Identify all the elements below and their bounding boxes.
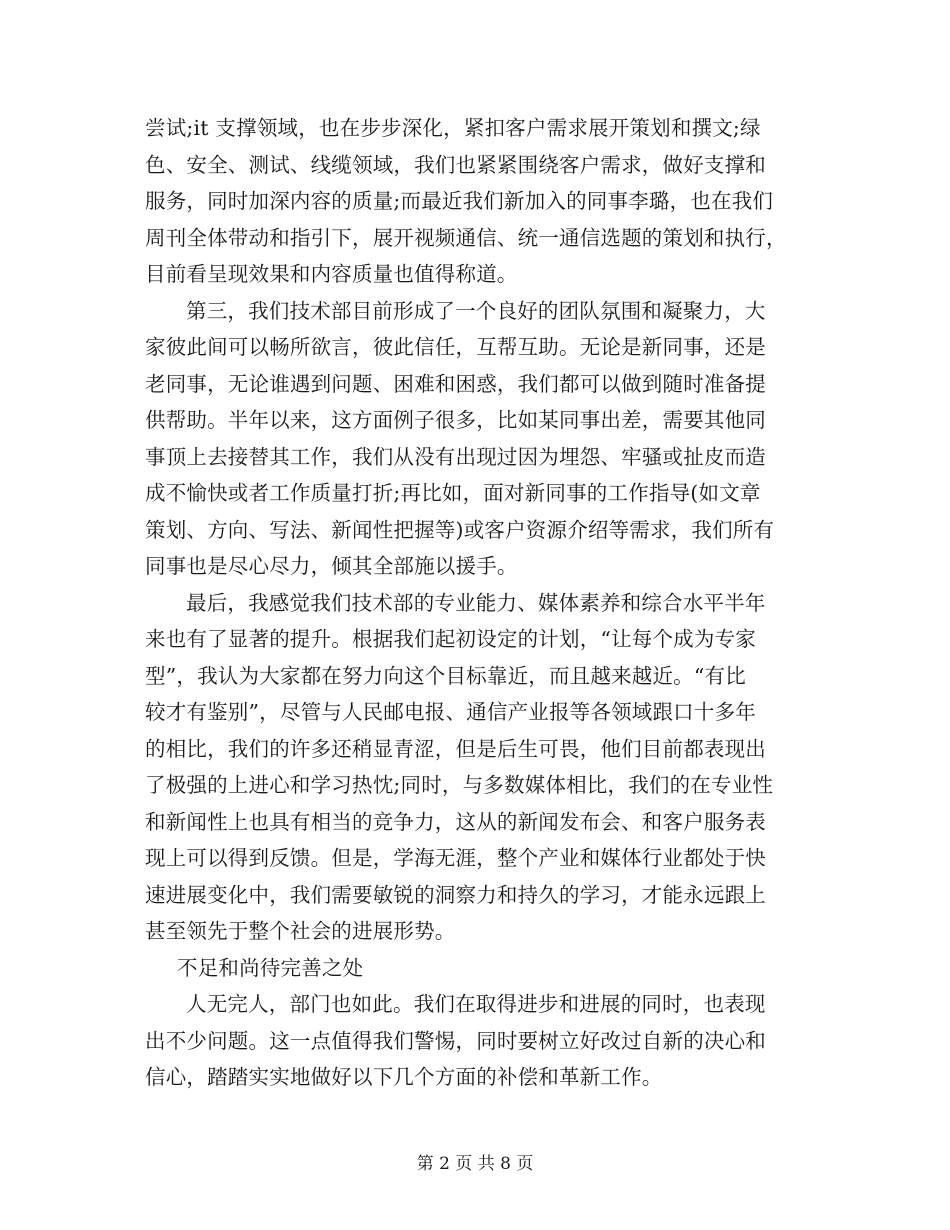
paragraph-line: 尝试;it 支撑领域，也在步步深化，紧扣客户需求展开策划和撰文;绿 [145,116,761,140]
paragraph-line: 供帮助。半年以来，这方面例子很多，比如某同事出差，需要其他同 [145,408,766,432]
paragraph-line: 速进展变化中，我们需要敏锐的洞察力和持久的学习，才能永远跟上 [145,882,766,907]
paragraph-line: 了极强的上进心和学习热忱;同时，与多数媒体相比，我们的在专业性 [145,773,774,797]
paragraph-line: 策划、方向、写法、新闻性把握等)或客户资源介绍等需求，我们所有 [145,517,775,542]
paragraph-line: 色、安全、测试、线缆领域，我们也紧紧围绕客户需求，做好支撑和 [145,152,766,177]
paragraph-line: 周刊全体带动和指引下，展开视频通信、统一通信选题的策划和执行， [145,225,787,250]
paragraph-line: 家彼此间可以畅所欲言，彼此信任，互帮互助。无论是新同事，还是 [145,335,766,359]
paragraph-line: 的相比，我们的许多还稍显青涩，但是后生可畏，他们目前都表现出 [145,736,766,761]
paragraph-line: 甚至领先于整个社会的进展形势。 [145,919,456,943]
paragraph-line: 来也有了显著的提升。根据我们起初设定的计划，“让每个成为专家 [145,627,756,651]
paragraph-line: 信心，踏踏实实地做好以下几个方面的补偿和革新工作。 [145,1065,663,1089]
paragraph-line: 现上可以得到反馈。但是，学海无涯，整个产业和媒体行业都处于快 [145,846,766,870]
paragraph-line: 和新闻性上也具有相当的竞争力，这从的新闻发布会、和客户服务表 [145,809,766,834]
document-body [145,110,805,1096]
paragraph-line: 成不愉快或者工作质量打折;再比如，面对新同事的工作指导(如文章 [145,481,761,505]
paragraph-line: 出不少问题。这一点值得我们警惕，同时要树立好改过自新的决心和 [145,1028,766,1053]
paragraph-line: 型”，我认为大家都在努力向这个目标靠近，而且越来越近。“有比 [145,663,746,688]
paragraph-line: 最后，我感觉我们技术部的专业能力、媒体素养和综合水平半年 [186,590,766,615]
paragraph-line: 同事也是尽心尽力，倾其全部施以援手。 [145,554,518,578]
paragraph-line: 老同事，无论谁遇到问题、困难和困惑，我们都可以做到随时准备提 [145,371,766,396]
paragraph-line: 人无完人，部门也如此。我们在取得进步和进展的同时，也表现 [186,992,766,1016]
paragraph-line: 第三，我们技术部目前形成了一个良好的团队氛围和凝聚力，大 [186,298,766,323]
paragraph-line: 服务，同时加深内容的质量;而最近我们新加入的同事李璐，也在我们 [145,189,774,213]
paragraph-line: 事顶上去接替其工作，我们从没有出现过因为埋怨、牢骚或扯皮而造 [145,444,766,469]
page-footer: 第 2 页 共 8 页 [416,1154,534,1174]
paragraph-line: 较才有鉴别”，尽管与人民邮电报、通信产业报等各领域跟口十多年 [145,700,756,724]
paragraph-line: 目前看呈现效果和内容质量也值得称道。 [145,262,518,286]
section-heading: 不足和尚待完善之处 [177,955,364,980]
